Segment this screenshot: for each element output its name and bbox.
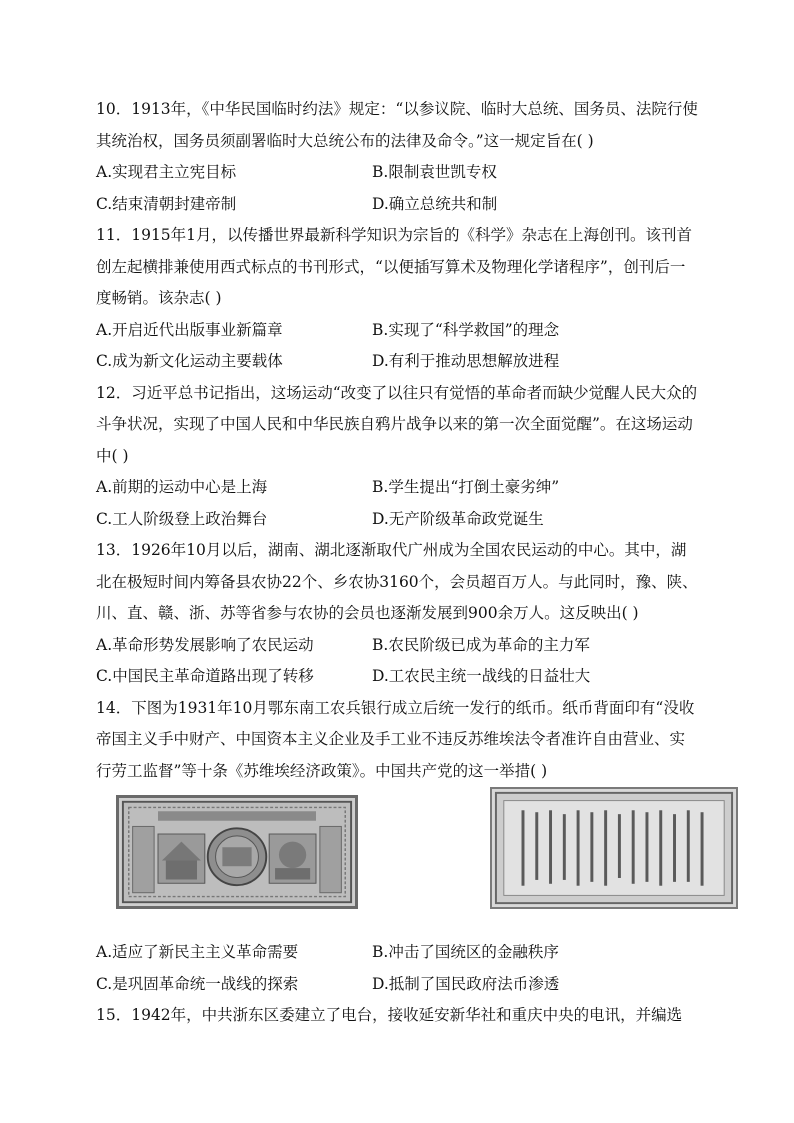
question-14-options: [96, 937, 698, 1000]
option-c: C.中国民主革命道路出现了转移: [96, 667, 314, 685]
option-b: B.冲击了国统区的金融秩序: [372, 943, 559, 961]
question-10-options: [96, 157, 698, 220]
option-b: B.农民阶级已成为革命的主力军: [372, 635, 590, 654]
option-c: C.是巩固革命统一战线的探索: [96, 974, 299, 993]
option-c: C.工人阶级登上政治舞台: [96, 509, 268, 528]
question-10-stem: 10．1913年，《中华民国临时约法》规定：“以参议院、临时大总统、国务员、法院行使其统治权，国务员须副署临时大总统公布的法律及命令。”这一规定旨在( ): [96, 100, 698, 150]
option-b: B.实现了“科学救国”的理念: [372, 320, 560, 339]
question-12-options: [96, 472, 698, 535]
banknote-figures: [96, 787, 698, 937]
option-d: D.工农民主统一战线的日益壮大: [372, 667, 591, 685]
question-11-stem: 11．1915年1月，以传播世界最新科学知识为宗旨的《科学》杂志在上海创刊。该刊首创左起横排兼使用西式标点的书刊形式，“以便插写算术及物理化学诸程序”，创刊后一度畅销。该杂志( ): [96, 226, 693, 307]
question-13-options: [96, 630, 698, 693]
option-b: B.限制袁世凯专权: [372, 163, 497, 181]
banknote-front-image: [116, 795, 358, 909]
option-a: A.革命形势发展影响了农民运动: [96, 635, 314, 654]
question-14-stem: 14．下图为1931年10月鄂东南工农兵银行成立后统一发行的纸币。纸币背面印有“没收帝国主义手中财产、中国资本主义企业及手工业不违反苏维埃法令者准许自由营业、实行劳工监督”等十条《苏维埃经济政策》。中国共产党的这一举措( ): [96, 698, 695, 780]
option-a: A.开启近代出版事业新篇章: [96, 320, 283, 339]
question-11-options: [96, 315, 698, 378]
option-a: A.适应了新民主主义革命需要: [96, 943, 299, 961]
question-15-stem: 15．1942年，中共浙东区委建立了电台，接收延安新华社和重庆中央的电讯，并编选: [96, 1006, 683, 1024]
banknote-back-image: [490, 787, 738, 909]
question-13-stem: 13．1926年10月以后，湖南、湖北逐渐取代广州成为全国农民运动的中心。其中，湖北在极短时间内筹备县农协22个、乡农协3160个，会员超百万人。与此同时，豫、陕、川、直、赣、浙、苏等省参与农协的会员也逐渐发展到900余万人。这反映出( ): [96, 541, 698, 622]
option-a: A.前期的运动中心是上海: [96, 478, 268, 496]
option-d: D.抵制了国民政府法币渗透: [372, 974, 560, 993]
option-c: C.结束清朝封建帝制: [96, 194, 237, 213]
option-d: D.确立总统共和制: [372, 194, 498, 213]
option-d: D.无产阶级革命政党诞生: [372, 509, 544, 528]
option-a: A.实现君主立宪目标: [96, 163, 237, 181]
question-12-stem: 12．习近平总书记指出，这场运动“改变了以往只有觉悟的革命者而缺少觉醒人民大众的斗争状况，实现了中国人民和中华民族自鸦片战争以来的第一次全面觉醒”。在这场运动中( ): [96, 383, 698, 465]
option-c: C.成为新文化运动主要载体: [96, 352, 283, 370]
option-d: D.有利于推动思想解放进程: [372, 352, 560, 370]
option-b: B.学生提出“打倒土豪劣绅”: [372, 478, 560, 496]
